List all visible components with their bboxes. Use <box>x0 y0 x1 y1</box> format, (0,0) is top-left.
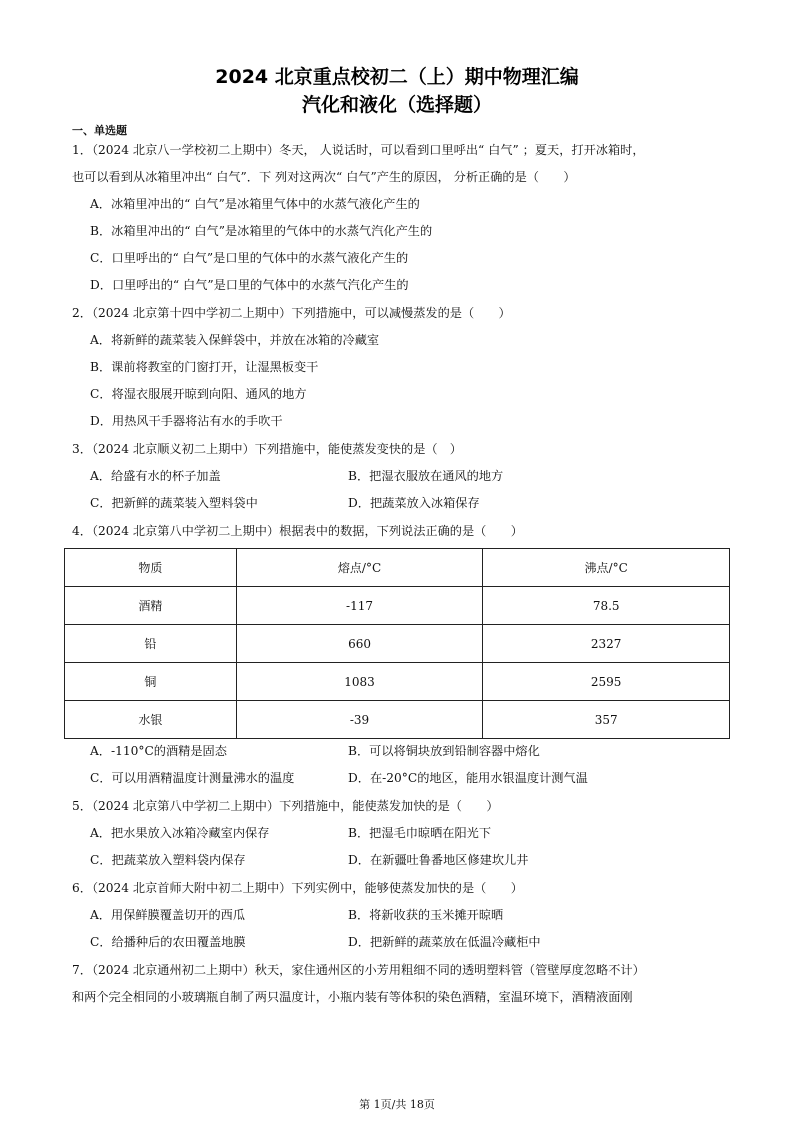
page-number: 第 1页/共 18页 <box>359 1098 435 1111</box>
question-5-option-d: D．在新疆吐鲁番地区修建坎儿井 <box>348 853 529 867</box>
table-cell: 铜 <box>65 663 237 701</box>
table-cell: 水银 <box>65 701 237 739</box>
question-1-stem-line-1: 1．（2024 北京八一学校初二上期中）冬天， 人说话时，可以看到口里呼出“ 白气” ；夏天，打开冰箱时， <box>72 143 645 157</box>
question-3-option-d: D．把蔬菜放入冰箱保存 <box>348 496 480 510</box>
table-cell: 2327 <box>483 625 730 663</box>
question-3-option-a: A．给盛有水的杯子加盖 <box>90 469 221 483</box>
page-title: 2024 北京重点校初二（上）期中物理汇编 <box>215 66 579 88</box>
question-5-option-a: A．把水果放入冰箱冷藏室内保存 <box>90 826 270 840</box>
question-2-option-c: C．将湿衣服展开晾到向阳、通风的地方 <box>90 387 307 401</box>
question-3-stem: 3．（2024 北京顺义初二上期中）下列措施中，能使蒸发变快的是（ ） <box>72 442 462 456</box>
question-1-option-d: D．口里呼出的“ 白气”是口里的气体中的水蒸气汽化产生的 <box>90 278 409 292</box>
question-1-option-b: B．冰箱里冲出的“ 白气”是冰箱里的气体中的水蒸气汽化产生的 <box>90 224 433 238</box>
table-row <box>65 587 730 625</box>
question-5-option-c: C．把蔬菜放入塑料袋内保存 <box>90 853 246 867</box>
question-2-option-a: A．将新鲜的蔬菜装入保鲜袋中，并放在冰箱的冷藏室 <box>90 333 380 347</box>
table-cell: 357 <box>483 701 730 739</box>
page-subtitle: 汽化和液化（选择题） <box>301 94 492 116</box>
table-cell: -39 <box>236 701 483 739</box>
table-cell: 1083 <box>236 663 483 701</box>
question-5-stem: 5．（2024 北京第八中学初二上期中）下列措施中，能使蒸发加快的是（ ） <box>72 799 499 813</box>
question-4-option-d: D．在-20°C的地区，能用水银温度计测气温 <box>348 771 588 785</box>
question-1-option-c: C．口里呼出的“ 白气”是口里的气体中的水蒸气液化产生的 <box>90 251 409 265</box>
table-cell: 铅 <box>65 625 237 663</box>
table-header-cell: 物质 <box>65 549 237 587</box>
question-6-option-c: C．给播种后的农田覆盖地膜 <box>90 935 246 949</box>
table-cell: 660 <box>236 625 483 663</box>
question-3-option-b: B．把湿衣服放在通风的地方 <box>348 469 504 483</box>
question-1-option-a: A．冰箱里冲出的“ 白气”是冰箱里气体中的水蒸气液化产生的 <box>90 197 420 211</box>
table-cell: 2595 <box>483 663 730 701</box>
question-6-stem: 6．（2024 北京首师大附中初二上期中）下列实例中，能够使蒸发加快的是（ ） <box>72 881 523 895</box>
table-cell: 78.5 <box>483 587 730 625</box>
question-6-option-d: D．把新鲜的蔬菜放在低温冷藏柜中 <box>348 935 541 949</box>
question-2-option-d: D．用热风干手器将沾有水的手吹干 <box>90 414 283 428</box>
table-header-row <box>65 549 730 587</box>
table-row <box>65 701 730 739</box>
table-row <box>65 663 730 701</box>
question-5-option-b: B．把湿毛巾晾晒在阳光下 <box>348 826 492 840</box>
question-2-stem: 2．（2024 北京第十四中学初二上期中）下列措施中，可以减慢蒸发的是（ ） <box>72 306 511 320</box>
question-4-option-c: C．可以用酒精温度计测量沸水的温度 <box>90 771 295 785</box>
question-4-stem: 4．（2024 北京第八中学初二上期中）根据表中的数据，下列说法正确的是（ ） <box>72 524 523 538</box>
question-6-option-a: A．用保鲜膜覆盖切开的西瓜 <box>90 908 246 922</box>
table-cell: -117 <box>236 587 483 625</box>
question-7-stem-line-2: 和两个完全相同的小玻璃瓶自制了两只温度计，小瓶内装有等体积的染色酒精，室温环境下，酒精液面刚 <box>72 990 633 1004</box>
table-row <box>65 625 730 663</box>
question-1-stem-line-2: 也可以看到从冰箱里冲出“ 白气”．下 列对这两次“ 白气”产生的原因， 分析正确的是（ ） <box>72 170 576 184</box>
melting-boiling-point-table <box>64 548 730 739</box>
table-header-cell: 沸点/°C <box>483 549 730 587</box>
question-4-option-a: A．-110°C的酒精是固态 <box>90 744 227 758</box>
question-2-option-b: B．课前将教室的门窗打开，让湿黑板变干 <box>90 360 319 374</box>
question-4-option-b: B．可以将铜块放到铅制容器中熔化 <box>348 744 540 758</box>
section-heading: 一、单选题 <box>72 124 127 137</box>
table-header-cell: 熔点/°C <box>236 549 483 587</box>
question-3-option-c: C．把新鲜的蔬菜装入塑料袋中 <box>90 496 258 510</box>
question-6-option-b: B．将新收获的玉米摊开晾晒 <box>348 908 504 922</box>
question-7-stem-line-1: 7．（2024 北京通州初二上期中）秋天，家住通州区的小芳用粗细不同的透明塑料管（管壁厚度忽略不计） <box>72 963 645 977</box>
table-cell: 酒精 <box>65 587 237 625</box>
